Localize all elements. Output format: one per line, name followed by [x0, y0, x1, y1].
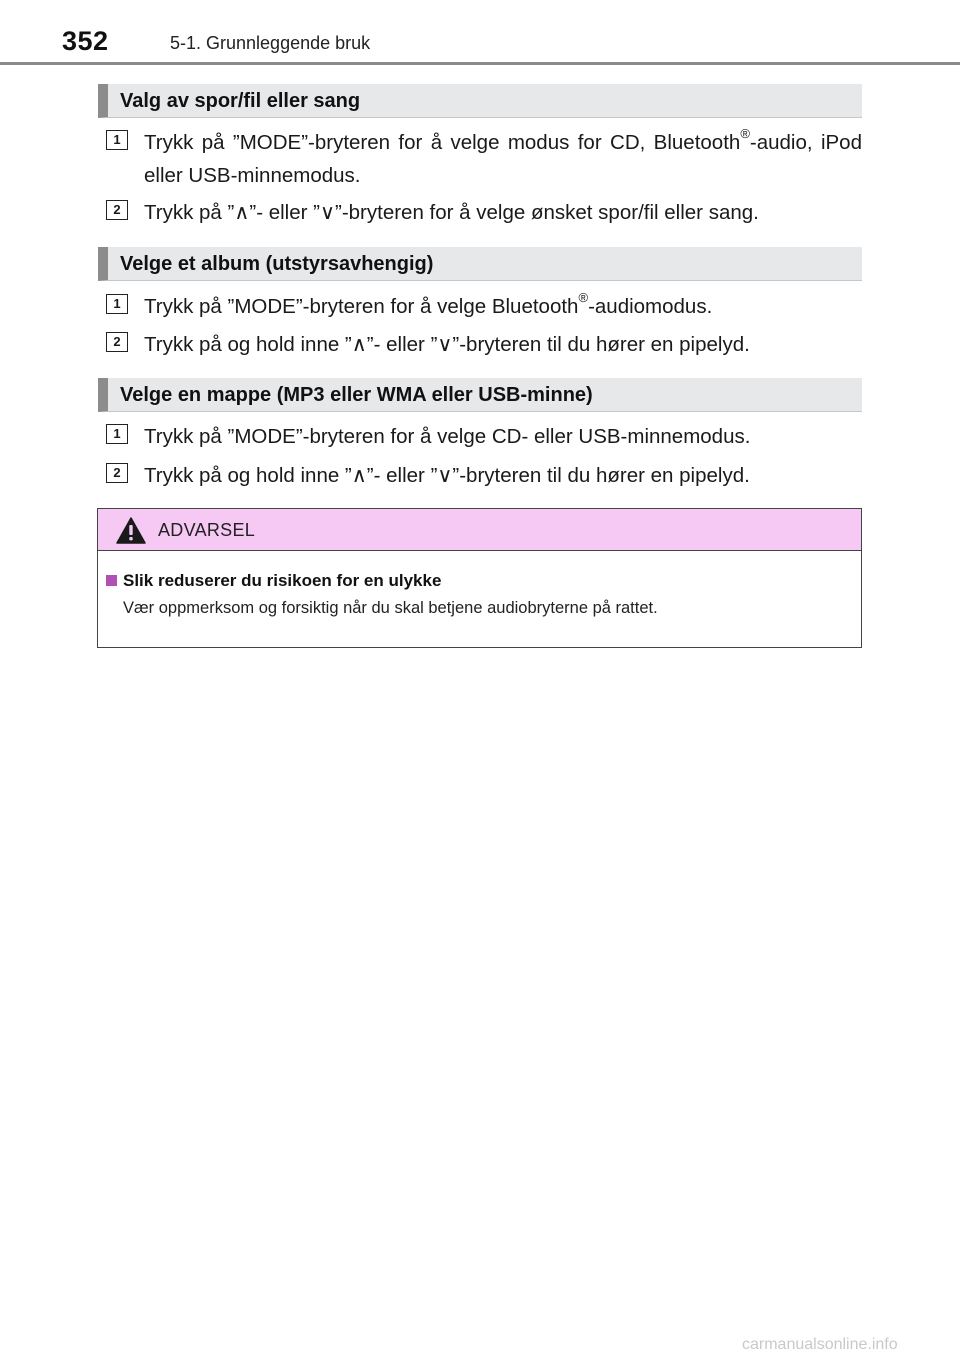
step-text: Trykk på ”MODE”-bryteren for å velge CD- eller USB-minnemodus. — [144, 425, 751, 448]
step-number: 1 — [106, 130, 128, 150]
bullet-square-icon — [106, 575, 117, 586]
warning-text: Vær oppmerksom og forsiktig når du skal betjene audiobryterne på rattet. — [123, 599, 658, 617]
header-divider — [0, 62, 960, 65]
step-number: 1 — [106, 424, 128, 444]
warning-title: ADVARSEL — [158, 520, 256, 540]
warning-triangle-icon — [116, 517, 146, 544]
step-number: 2 — [106, 463, 128, 483]
registered-mark: ® — [578, 290, 589, 306]
step-text: Trykk på og hold inne ”∧”- eller ”∨”-bryteren til du hører en pipelyd. — [144, 464, 750, 487]
down-arrow-icon: ∨ — [319, 201, 335, 224]
page-number: 352 — [62, 26, 109, 56]
registered-mark: ® — [740, 126, 750, 142]
warning-box — [97, 508, 862, 648]
step-text: Trykk på ”∧”- eller ”∨”-bryteren for å velge ønsket spor/fil eller sang. — [144, 201, 759, 224]
section-title: Velge en mappe (MP3 eller WMA eller USB-minne) — [120, 384, 593, 406]
step-number: 1 — [106, 294, 128, 314]
section-heading-folder — [98, 378, 862, 412]
section-title: Valg av spor/fil eller sang — [120, 90, 361, 112]
warning-header — [98, 509, 861, 551]
down-arrow-icon: ∨ — [437, 333, 453, 356]
step-number: 2 — [106, 332, 128, 352]
step-number: 2 — [106, 200, 128, 220]
watermark: carmanualsonline.info — [742, 1336, 898, 1353]
up-arrow-icon: ∧ — [351, 333, 367, 356]
section-heading-track-selection — [98, 84, 862, 118]
step-text: Trykk på ”MODE”-bryteren for å velge modus for CD, Bluetooth®-audio, iPod eller USB-minnemodus. — [144, 126, 862, 187]
step-text: Trykk på ”MODE”-bryteren for å velge Bluetooth®-audiomodus. — [144, 290, 713, 318]
down-arrow-icon: ∨ — [437, 464, 453, 487]
up-arrow-icon: ∧ — [234, 201, 250, 224]
section-title: Velge et album (utstyrsavhengig) — [120, 253, 434, 275]
step-text: Trykk på og hold inne ”∧”- eller ”∨”-bryteren til du hører en pipelyd. — [144, 333, 750, 356]
warning-subheading: Slik reduserer du risikoen for en ulykke — [106, 571, 441, 591]
page-header — [0, 0, 960, 70]
chapter-title: 5-1. Grunnleggende bruk — [170, 33, 371, 53]
section-heading-album — [98, 247, 862, 281]
up-arrow-icon: ∧ — [351, 464, 367, 487]
